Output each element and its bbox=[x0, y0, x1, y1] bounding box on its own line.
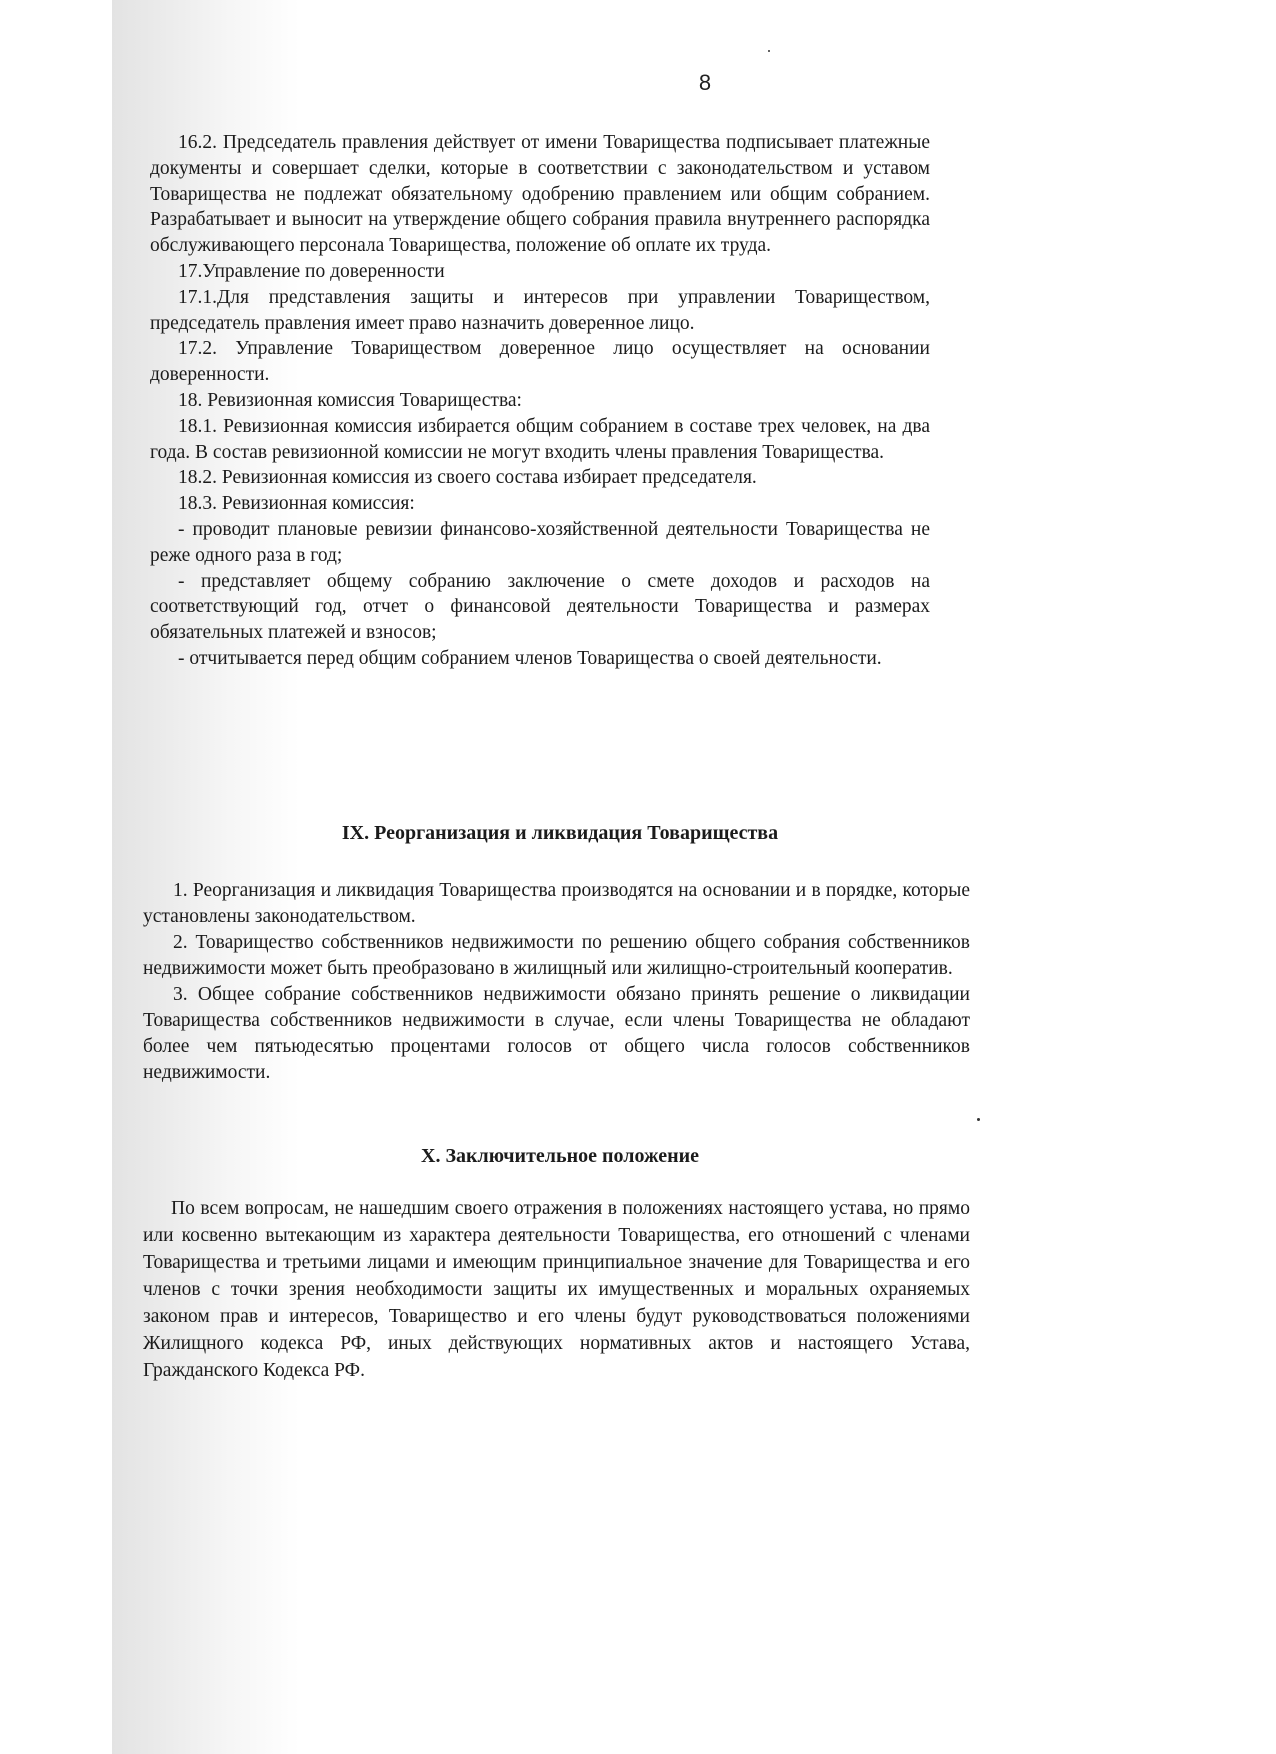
paragraph-18-3: 18.3. Ревизионная комиссия: bbox=[178, 493, 415, 515]
paragraph-17: 17.Управление по доверенности bbox=[178, 260, 445, 282]
paragraph-x-1: По всем вопросам, не нашедшим своего отражения в положениях настоящего устава, но прямо или косвенно вытекающим из характера деятельности Товарищества, его отношений с членами Товарищества и третьими лицами и имеющим принципиальное значение для Товарищества и его членов с точки зрения необходимости защиты их имущественных и моральных охраняемых законом прав и интересов, Товарищество и его члены будут руководствоваться положениями Жилищного кодекса РФ, иных действующих нормативных актов и настоящего Устава, Гражданского Кодекса РФ. bbox=[143, 1198, 970, 1381]
list-item-report: - представляет общему собранию заключение о смете доходов и расходов на соответствующий год, отчет о финансовой деятельности Товарищества и размерах обязательных платежей и взносов; bbox=[150, 570, 930, 644]
paragraph-ix-1: 1. Реорганизация и ликвидация Товарищества производятся на основании и в порядке, которые установлены законодательством. bbox=[143, 880, 970, 927]
paragraph-ix-2: 2. Товарищество собственников недвижимости по решению общего собрания собственников недвижимости может быть преобразовано в жилищный или жилищно-строительный кооператив. bbox=[143, 932, 970, 979]
paragraph-17-1: 17.1.Для представления защиты и интересов при управлении Товариществом, председатель правления имеет право назначить доверенное лицо. bbox=[150, 286, 930, 334]
paragraph-18-1: 18.1. Ревизионная комиссия избирается общим собранием в составе трех человек, на два года. В состав ревизионной комиссии не могут входить члены правления Товарищества. bbox=[150, 415, 930, 463]
page-number: 8 bbox=[698, 70, 712, 95]
paragraph-ix-3: 3. Общее собрание собственников недвижимости обязано принять решение о ликвидации Товарищества собственников недвижимости в случае, если члены Товарищества не обладают более чем пятьюдесятью процентами голосов от общего числа голосов собственников недвижимости. bbox=[143, 984, 970, 1083]
section-ix-text bbox=[143, 878, 970, 1086]
section-x-heading: X. Заключительное положение bbox=[421, 1145, 699, 1167]
scan-speck bbox=[977, 1118, 980, 1121]
paragraph-18: 18. Ревизионная комиссия Товарищества: bbox=[178, 389, 522, 411]
paragraph-18-2: 18.2. Ревизионная комиссия из своего состава избирает председателя. bbox=[178, 467, 757, 489]
scan-speck bbox=[768, 50, 770, 52]
paragraph-17-2: 17.2. Управление Товариществом доверенное лицо осуществляет на основании доверенности. bbox=[150, 338, 930, 386]
list-item-accountability: - отчитывается перед общим собранием членов Товарищества о своей деятельности. bbox=[178, 647, 882, 669]
section-viii-text bbox=[150, 130, 930, 672]
list-item-revisions: - проводит плановые ревизии финансово-хозяйственной деятельности Товарищества не реже одного раза в год; bbox=[150, 518, 930, 566]
paragraph-16-2: 16.2. Председатель правления действует от имени Товарищества подписывает платежные документы и совершает сделки, которые в соответствии с законодательством и уставом Товарищества не подлежат обязательному одобрению правлением или общим собранием. Разрабатывает и выносит на утверждение общего собрания правила внутреннего распорядка обслуживающего персонала Товарищества, положение об оплате их труда. bbox=[150, 132, 930, 257]
section-x-text bbox=[143, 1195, 970, 1384]
section-ix-heading: IX. Реорганизация и ликвидация Товарищества bbox=[341, 822, 779, 844]
